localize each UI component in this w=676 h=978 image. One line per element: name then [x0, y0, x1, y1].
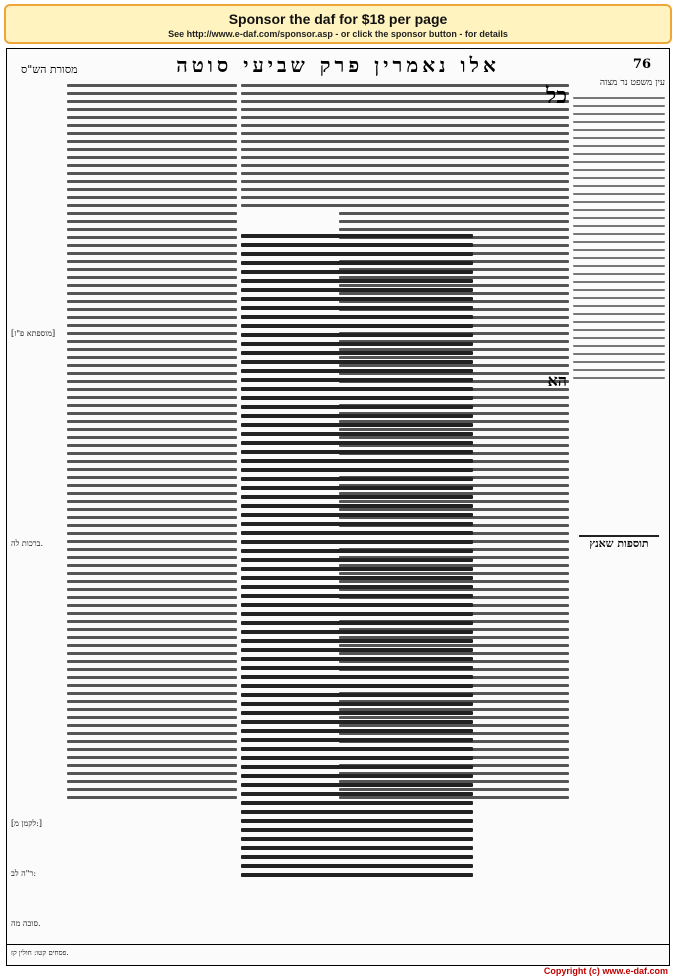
gemara-column [241, 229, 473, 943]
tosafot-shantz-title: תוספות שאנץ [589, 537, 649, 550]
gemara-top-block [241, 79, 473, 219]
copyright-notice: Copyright (c) www.e-daf.com [543, 966, 668, 976]
ref-rosh-hashana: ר"ה לב: [11, 869, 37, 878]
page-number: 76 [632, 57, 651, 72]
dibbur-hamatchil-1: כל [545, 83, 567, 109]
dibbur-hamatchil-2: הא [547, 371, 567, 390]
sponsor-banner[interactable] [4, 4, 672, 44]
ein-mishpat-label: עין משפט נר מצוה [599, 78, 665, 88]
talmud-page [6, 48, 670, 966]
tosafot-ornament [579, 525, 659, 537]
ref-sukkah: סוכה מה. [11, 919, 41, 928]
chapter-title: אלו נאמרין פרק שביעי סוטה [176, 53, 500, 77]
tosafot-column [67, 79, 237, 943]
ref-pesachim: פסחים קטו: חולין קז. [11, 949, 69, 957]
sponsor-title: Sponsor the daf for $18 per page [228, 11, 448, 27]
masoret-hashas-column [11, 79, 69, 957]
sponsor-subtitle: See http://www.e-daf.com/sponsor.asp - or click the sponsor button - for details [168, 29, 508, 39]
footer-rule [7, 944, 669, 945]
ref-berakhot: ברכות לה. [11, 539, 44, 548]
page-header [7, 51, 669, 81]
ein-mishpat-column [573, 79, 665, 943]
ref-tosefta: [מוספתא פ"ז] [11, 329, 56, 338]
ref-lekaman: [לקמן מ:] [11, 819, 43, 828]
masoret-label: מסורת הש"ס [21, 63, 78, 76]
